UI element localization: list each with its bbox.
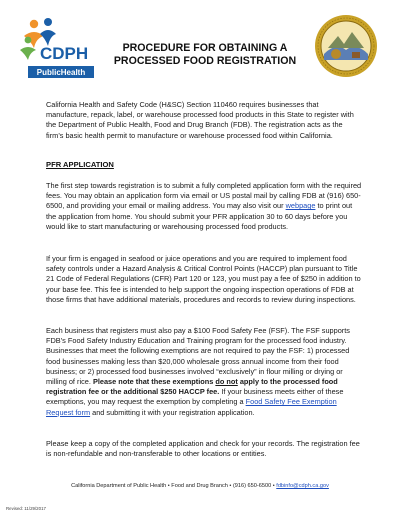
section-heading: PFR APPLICATION bbox=[46, 160, 114, 169]
logo-text-sub: PublicHealth bbox=[36, 68, 86, 77]
para4-text-2: If your business meets either of these exemptions, you may request the exemption by completing a bbox=[46, 387, 344, 407]
page-title bbox=[100, 42, 310, 68]
footer bbox=[0, 483, 400, 489]
para2-text-2: to print out the application from home. You should submit your PFR application 30 to 60 days before you would like to start manufacturing or warehousing processed food products. bbox=[46, 201, 353, 231]
exemption-form-link[interactable]: Food Safety Fee Exemption Request form bbox=[46, 397, 337, 417]
footer-text: California Department of Public Health • Food and Drug Branch • (916) 650-6500 • bbox=[71, 483, 277, 489]
application-paragraph bbox=[46, 181, 362, 232]
para4-text-3: and submitting it with your registration application. bbox=[90, 407, 255, 417]
state-seal-icon bbox=[314, 14, 378, 78]
haccp-paragraph: If your firm is engaged in seafood or juice operations and you are required to implement food safety controls under a Hazard Analysis & Critical Control Points (HACCP) plan pursuant to Title 21 Code of Federal Regulations (CFR) Part 120 or 123, you must pay a fee of $250 in addition to your base fee. This fee is intended to help support the ongoing inspection operations of FDB at those firms that have additional materials, procedures and records to review during inspections. bbox=[46, 254, 361, 304]
title-line-2: PROCESSED FOOD REGISTRATION bbox=[113, 55, 297, 67]
title-line-1: PROCEDURE FOR OBTAINING A bbox=[122, 42, 288, 54]
intro-paragraph: California Health and Safety Code (H&SC) Section 110460 requires businesses that manufacture, repack, label, or warehouse processed food products in this State to register with the Department of Public Health, Food and Drug Branch (FDB). The registration acts as the firm’s basic health permit to manufacture or warehouse processed food within California. bbox=[46, 100, 354, 140]
webpage-link[interactable]: webpage bbox=[285, 201, 316, 211]
footer-email-link[interactable]: fdbinfo@cdph.ca.gov bbox=[276, 483, 329, 489]
para4-bold-2: apply to the processed food registration fee or the additional $250 HACCP fee. bbox=[46, 377, 338, 397]
para4-bold-1: Please note that these exemptions bbox=[92, 377, 216, 387]
records-paragraph: Please keep a copy of the completed application and check for your records. The registration fee is non-refundable and non-transferable to other locations or entities. bbox=[46, 439, 360, 459]
food-safety-fee-paragraph bbox=[46, 326, 362, 418]
cdph-logo bbox=[18, 14, 96, 86]
para4-bold-underline: do not bbox=[215, 377, 238, 387]
logo-text-main: CDPH bbox=[40, 44, 89, 63]
revised-date: Revised: 11/29/2017 bbox=[6, 506, 46, 511]
para4-text-1: Each business that registers must also pay a $100 Food Safety Fee (FSF). The FSF supports FDB’s Food Safety Industry Education and Training program for the processed food industry. Businesses that meet the following exemptions are not required to pay the FSF: 1) processed food businesses making less than $20,000 wholesale gross annual income from their food business; or 2) processed food businesses involved “exclusively” in flour milling or drying or milling of rice. bbox=[46, 326, 350, 387]
para2-text-1: The first step towards registration is to submit a fully completed application form with the required fees. You may obtain an application form via email or US postal mail by calling FDB at (916) 650-6500, and providing your email or mailing address. You may also visit our bbox=[46, 181, 362, 211]
